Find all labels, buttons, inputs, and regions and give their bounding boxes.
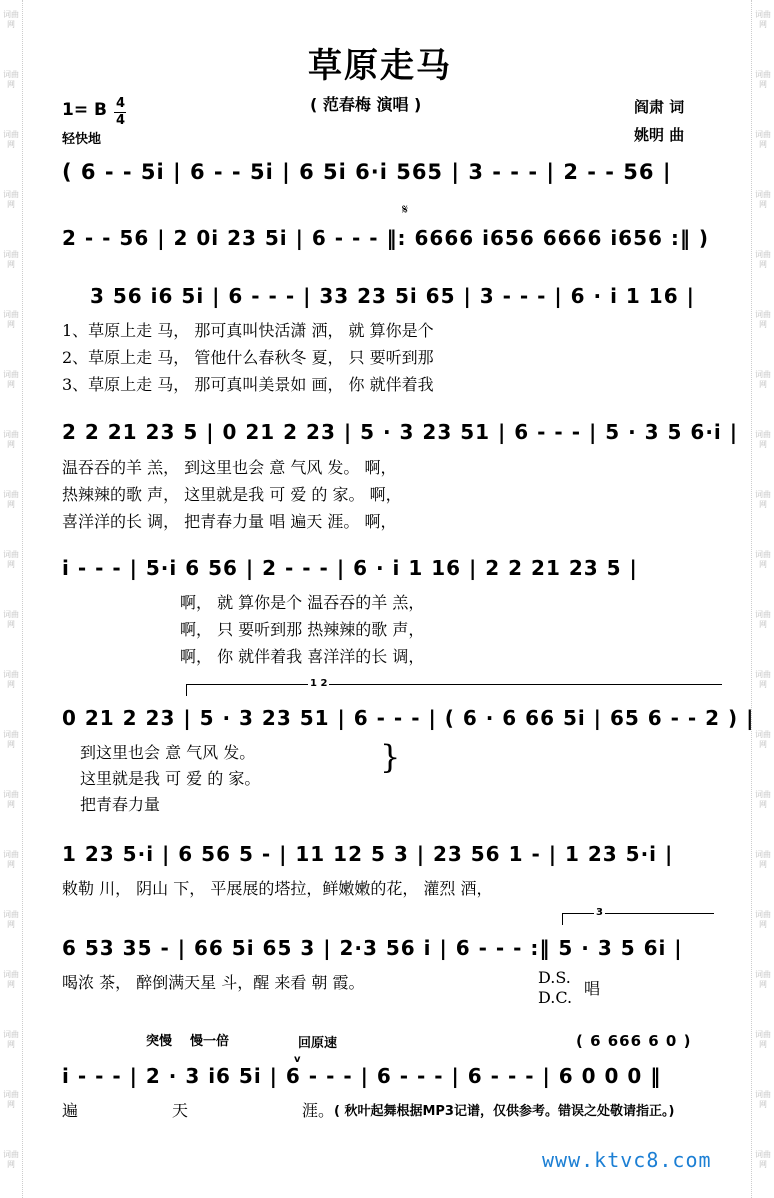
side-watermark-text: 词曲网 [755,970,771,989]
side-watermark-text: 词曲网 [3,1150,19,1169]
side-watermark-text: 词曲网 [3,970,19,989]
side-watermark-text: 词曲网 [3,610,19,629]
side-watermark-text: 词曲网 [3,250,19,269]
volta-bracket-3 [562,913,714,914]
side-watermark-text: 词曲网 [3,430,19,449]
dal-segno: D.S. [538,968,571,987]
right-margin-line [751,0,752,1198]
score-row-8: 6 53 35 - | 66 5i 65 3 | 2·3 56 i | 6 - - - :‖ 5 · 3 5 6i | [62,936,683,960]
side-watermark-text: 词曲网 [755,430,771,449]
score-row-7: 1 23 5·i | 6 56 5 - | 11 12 5 3 | 23 56 1 - | 1 23 5·i | [62,842,674,866]
side-watermark-text: 词曲网 [755,790,771,809]
volta-bracket-start [186,684,187,696]
side-watermark-text: 词曲网 [755,1090,771,1109]
composer-credit: 姚明 曲 [634,126,685,144]
tempo-note-half-speed: 慢一倍 [190,1034,230,1049]
coda-instrumental: ( 6 666 6 0 ) [576,1032,692,1050]
score-row-4: 2 2 21 23 5 | 0 21 2 23 | 5 · 3 23 51 | 6 - - - | 5 · 3 5 6·i | [62,420,739,444]
left-margin-line [22,0,23,1198]
lyric-verse2-line1: 2、草原上走 马， 管他什么春秋冬 夏， 只 要听到那 [62,348,434,367]
lyric-final-1: 遍 [62,1101,79,1120]
breath-mark: v [294,1054,301,1065]
side-watermark-text: 词曲网 [755,1030,771,1049]
side-watermark-text: 词曲网 [755,490,771,509]
lyric-verse1-line2: 温吞吞的羊 羔， 到这里也会 意 气风 发。 啊， [62,458,397,477]
side-watermark-text: 词曲网 [3,850,19,869]
lyric-verse2-line2: 热辣辣的歌 声， 这里就是我 可 爱 的 家。 啊， [62,485,402,504]
site-watermark: www.ktvc8.com [542,1148,712,1172]
side-watermark-text: 词曲网 [3,550,19,569]
time-signature-top: 4 [116,96,126,111]
side-watermark-text: 词曲网 [3,70,19,89]
score-row-5: i - - - | 5·i 6 56 | 2 - - - | 6 · i 1 16 | 2 2 21 23 5 | [62,556,638,580]
side-watermark-text: 词曲网 [3,730,19,749]
volta-number-3: 3 [596,907,603,918]
side-watermark-text: 词曲网 [755,550,771,569]
score-row-6: 0 21 2 23 | 5 · 3 23 51 | 6 - - - | ( 6 · 6 66 5i | 65 6 - - 2 ) | [62,706,755,730]
lyric-verse2-line4: 这里就是我 可 爱 的 家。 [80,769,261,788]
score-row-2: 2 - - 56 | 2 0i 23 5i | 6 - - - ‖: 6666 i656 6666 i656 :‖ ) [62,226,709,250]
side-watermark-text: 词曲网 [755,730,771,749]
side-watermark-text: 词曲网 [3,130,19,149]
lyric-verse1-line3: 啊， 就 算你是个 温吞吞的羊 羔， [180,593,425,612]
side-watermark-text: 词曲网 [3,310,19,329]
tempo-note-sudden-slow: 突慢 [146,1034,173,1049]
lyric-final-3: 涯。 [302,1101,335,1120]
side-watermark-text: 词曲网 [755,310,771,329]
side-watermark-text: 词曲网 [3,10,19,29]
side-watermark-text: 词曲网 [755,10,771,29]
side-watermark-text: 词曲网 [755,250,771,269]
right-watermark-strip [752,0,774,1198]
singer-credit: ( 范春梅 演唱 ) [310,95,422,114]
side-watermark-text: 词曲网 [3,670,19,689]
side-watermark-text: 词曲网 [3,1030,19,1049]
side-watermark-text: 词曲网 [3,490,19,509]
side-watermark-text: 词曲网 [755,910,771,929]
lyric-verse3-line3: 啊， 你 就伴着我 喜洋洋的长 调， [180,647,425,666]
side-watermark-text: 词曲网 [3,370,19,389]
lyric-verse1-line4: 到这里也会 意 气风 发。 [80,743,256,762]
side-watermark-text: 词曲网 [755,610,771,629]
score-row-3: 3 56 i6 5i | 6 - - - | 33 23 5i 65 | 3 - - - | 6 · i 1 16 | [90,284,695,308]
lyricist-credit: 阎肃 词 [634,98,685,116]
segno-sign: 𝄋 [402,202,409,218]
tempo-note-a-tempo: 回原速 [298,1036,338,1051]
side-watermark-text: 词曲网 [755,670,771,689]
side-watermark-text: 词曲网 [3,1090,19,1109]
side-watermark-text: 词曲网 [3,790,19,809]
side-watermark-text: 词曲网 [3,910,19,929]
volta-bracket-3-start [562,913,563,925]
song-title: 草原走马 [308,46,452,86]
score-row-1: ( 6 - - 5i | 6 - - 5i | 6 5i 6·i 565 | 3 - - - | 2 - - 56 | [62,160,672,184]
verse-brace: } [380,738,401,776]
lyric-final-2: 天 [172,1101,189,1120]
lyric-chorus-line2: 喝浓 茶， 醉倒满天星 斗，醒 来看 朝 霞。 [62,973,365,992]
key-signature: 1= B [62,100,107,120]
side-watermark-text: 词曲网 [755,370,771,389]
side-watermark-text: 词曲网 [755,850,771,869]
side-watermark-text: 词曲网 [755,70,771,89]
side-watermark-text: 词曲网 [755,130,771,149]
lyric-chorus-line1: 敕勒 川， 阴山 下， 平展展的塔拉，鲜嫩嫩的花， 灌烈 酒， [62,879,493,898]
chorus-sing-mark: 唱 [584,979,601,998]
score-row-9: i - - - | 2 · 3 i6 5i | 6 - - - | 6 - - - | 6 - - - | 6 0 0 0 ‖ [62,1064,662,1088]
lyric-verse3-line4: 把青春力量 [80,795,161,814]
transcription-footnote: ( 秋叶起舞根据MP3记谱，仅供参考。错误之处敬请指正。) [334,1104,675,1119]
lyric-verse3-line2: 喜洋洋的长 调， 把青春力量 唱 遍天 涯。 啊， [62,512,397,531]
da-capo: D.C. [538,988,573,1007]
volta-number-1-2: 1 2 [310,678,328,689]
lyric-verse2-line3: 啊， 只 要听到那 热辣辣的歌 声， [180,620,425,639]
side-watermark-text: 词曲网 [755,1150,771,1169]
left-watermark-strip [0,0,22,1198]
lyric-verse1-line1: 1、草原上走 马， 那可真叫快活潇 洒， 就 算你是个 [62,321,434,340]
volta-bracket-1-2 [186,684,722,685]
tempo-marking: 轻快地 [62,132,102,147]
side-watermark-text: 词曲网 [3,190,19,209]
lyric-verse3-line1: 3、草原上走 马， 那可真叫美景如 画， 你 就伴着我 [62,375,434,394]
side-watermark-text: 词曲网 [755,190,771,209]
time-signature-bottom: 4 [116,113,126,128]
